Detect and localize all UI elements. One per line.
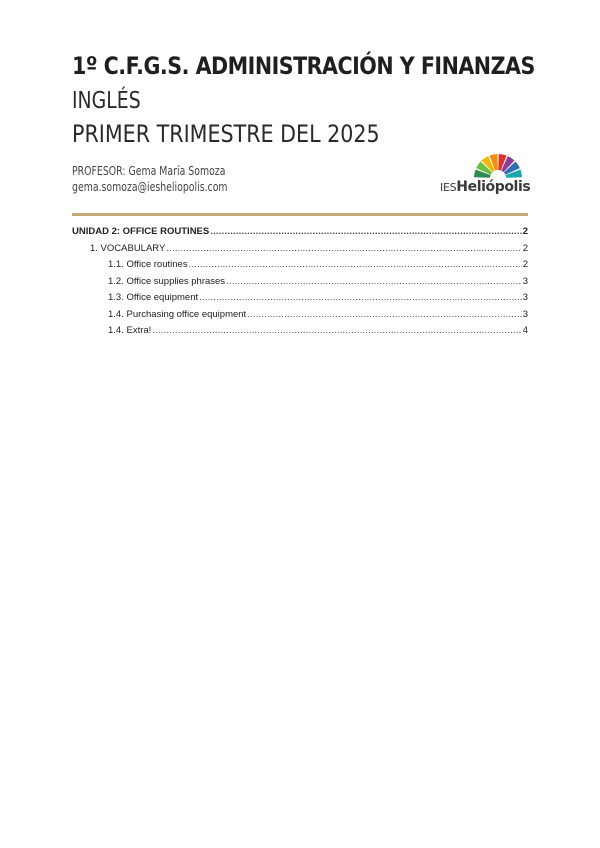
toc-entry-label: 1.1. Office routines (108, 259, 188, 270)
toc-leader-dots (166, 241, 521, 258)
toc-leader-dots (199, 290, 522, 307)
toc-entry[interactable] (72, 274, 528, 291)
toc-leader-dots (247, 307, 522, 324)
toc-entry[interactable] (72, 290, 528, 307)
toc-entry-label: 1.2. Office supplies phrases (108, 275, 226, 287)
logo-prefix: IES (440, 181, 457, 194)
toc-entry[interactable] (72, 224, 528, 241)
subject-title: INGLÉS (72, 88, 141, 114)
table-of-contents (72, 224, 528, 340)
toc-entry[interactable] (72, 307, 528, 324)
toc-entry-page: 3 (522, 292, 528, 303)
logo-wordmark (440, 176, 530, 195)
toc-entry[interactable] (72, 257, 528, 274)
toc-entry-label: UNIDAD 2: OFFICE ROUTINES (72, 226, 210, 237)
sunburst-logo-icon (468, 152, 528, 178)
toc-leader-dots (210, 224, 521, 241)
toc-entry-label: 1. VOCABULARY (90, 242, 166, 254)
course-title: 1º C.F.G.S. ADMINISTRACIÓN Y FINANZAS (72, 52, 535, 80)
teacher-email: gema.somoza@iesheliopolis.com (72, 180, 228, 194)
toc-entry-page: 4 (522, 325, 528, 336)
school-logo (440, 152, 530, 194)
toc-entry-page: 2 (522, 259, 528, 270)
toc-entry-page: 2 (522, 226, 528, 237)
header-divider (72, 213, 528, 216)
term-title: PRIMER TRIMESTRE DEL 2025 (72, 120, 380, 148)
logo-name: Heliópolis (456, 179, 531, 195)
toc-entry-label: 1.3. Office equipment (108, 292, 199, 303)
toc-entry-page: 3 (522, 275, 528, 287)
toc-leader-dots (226, 274, 522, 291)
toc-entry-page: 3 (522, 308, 528, 320)
toc-entry-label: 1.4. Purchasing office equipment (108, 308, 247, 320)
toc-entry[interactable] (72, 241, 528, 258)
toc-leader-dots (189, 257, 522, 274)
toc-leader-dots (152, 323, 521, 340)
toc-entry-page: 2 (522, 242, 528, 254)
teacher-name: PROFESOR: Gema María Somoza (72, 164, 226, 178)
toc-entry-label: 1.4. Extra! (108, 325, 152, 336)
toc-entry[interactable] (72, 323, 528, 340)
